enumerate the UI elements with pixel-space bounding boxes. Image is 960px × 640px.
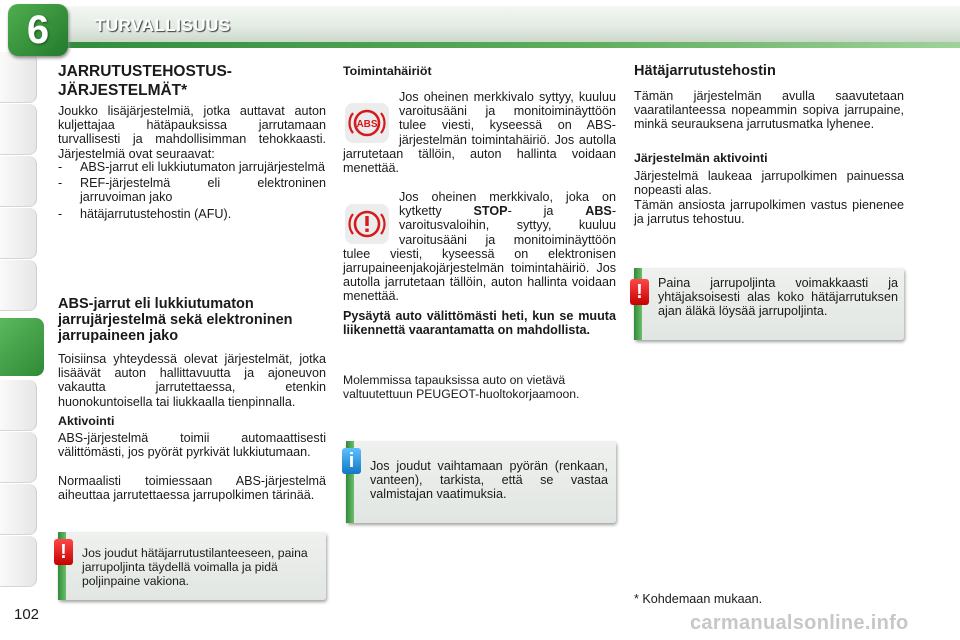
list-item: - hätäjarrutustehostin (AFU). <box>58 207 326 221</box>
side-tab[interactable] <box>0 52 37 103</box>
stop-label: STOP <box>473 204 508 219</box>
section-title-line: JÄRJESTELMÄT* <box>58 82 188 99</box>
warning-icon: ! <box>54 539 73 565</box>
abs-section-title: ABS-jarrut eli lukkiutumaton jarrujärjestelmä sekä elektroninen jarrupaineen jako <box>58 296 293 344</box>
info-note <box>346 441 616 523</box>
intro-paragraph: Joukko lisäjärjestelmiä, jotka auttavat auton kuljettajaa hätäpauksissa jarrutamaan turvallisesti ja mahdollisimman tehokkaasti. Järjestelmiä ovat seuraavat: <box>58 104 326 161</box>
list-item: - ABS-jarrut eli lukkiutumaton jarrujärjestelmä <box>58 160 326 174</box>
workshop-paragraph: Molemmissa tapauksissa auto on vietävä valtuutettuun PEUGEOT-huoltokorjaamoon. <box>343 373 580 402</box>
afu-title: Hätäjarrutustehostin <box>634 63 776 79</box>
warning-note-text: Paina jarrupoljinta voimakkaasti ja yhtäjaksoisesti alas koko hätäjarrutuksen ajan äläkä löysää jarrupoljinta. <box>658 276 898 319</box>
abs-icon-label: ABS <box>356 119 378 130</box>
afu-intro: Tämän järjestelmän avulla saavutetaan vaaratilanteessa nopeammin sopiva jarrupaine, minkä seurauksena jarrutusmatka lyhenee. <box>634 89 904 132</box>
side-tab[interactable] <box>0 156 37 207</box>
list-item: - REF-järjestelmä eli elektroninen jarruvoiman jako <box>58 176 326 204</box>
watermark: carmanualsonline.info <box>690 612 909 634</box>
side-tab[interactable] <box>0 380 37 431</box>
faults-heading: Toimintahäiriöt <box>343 64 432 78</box>
system-list <box>58 160 326 221</box>
warning-note <box>58 532 326 600</box>
warning-icon: ! <box>630 279 649 305</box>
section-title-line: JARRUTUSTEHOSTUS- <box>58 63 232 80</box>
fault-paragraph-2 <box>343 190 616 304</box>
fault-text-2a: Jos oheinen merkkivalo, joka on kytketty <box>399 190 616 219</box>
afu-activation-text: Tämän ansiosta jarrupolkimen vastus pienenee ja jarrutus tehostuu. <box>634 198 904 227</box>
side-tab[interactable] <box>0 484 37 535</box>
afu-activation-heading: Järjestelmän aktivointi <box>634 151 768 165</box>
abs-label: ABS <box>585 204 612 219</box>
fault-text-2b: - ja <box>507 204 586 219</box>
side-tab[interactable] <box>0 260 37 311</box>
warning-note <box>634 268 904 340</box>
info-icon: i <box>342 448 361 474</box>
icon-spacer <box>343 190 399 246</box>
afu-activation-text: Järjestelmä laukeaa jarrupolkimen painuessa nopeasti alas. <box>634 169 904 198</box>
section-title <box>58 62 328 100</box>
activation-paragraph: ABS-järjestelmä toimii automaattisesti välittömästi, jos pyörät pyrkivät lukkiutumaan. <box>58 431 326 460</box>
side-tab[interactable] <box>0 208 37 259</box>
footnote: * Kohdemaan mukaan. <box>634 592 763 606</box>
activation-heading: Aktivointi <box>58 414 115 428</box>
side-tab[interactable] <box>0 432 37 483</box>
info-note-text: Jos joudut vaihtamaan pyörän (renkaan, vanteen), tarkista, että se vastaa valmistajan vaatimuksia. <box>370 459 608 502</box>
side-tab-active[interactable] <box>0 318 44 376</box>
page-number: 102 <box>14 606 40 623</box>
fault-paragraph-1 <box>343 90 616 175</box>
activation-paragraph: Normaalisti toimiessaan ABS-järjestelmä aiheuttaa jarrutettaessa jarrupolkimen tärinää. <box>58 474 326 503</box>
icon-spacer <box>343 90 399 146</box>
chapter-number: 6 <box>26 8 50 52</box>
side-tab[interactable] <box>0 536 37 587</box>
header-rule <box>40 42 960 48</box>
side-tab[interactable] <box>0 104 37 155</box>
warning-note-text: Jos joudut hätäjarrutustilanteeseen, paina jarrupoljinta täydellä voimalla ja pidä poljinpaine vakiona. <box>82 546 308 589</box>
chapter-title: TURVALLISUUS <box>95 16 231 35</box>
fault-text-2c: -varoitusvaloihin, syttyy, kuuluu varoitusääni ja monitoiminäyttöön tulee viesti, kyseessä on elektronisen jarrupaineenjakojärjestelmän toimintahäiriö. Jos autolla jarrutetaan tällöin, auton hallinta voidaan menettää. <box>343 204 617 304</box>
stop-instruction: Pysäytä auto välittömästi heti, kun se muuta liikennettä vaarantamatta on mahdollista. <box>343 309 616 338</box>
fault-text-1: Jos oheinen merkkivalo syttyy, kuuluu varoitusääni ja monitoiminäyttöön tulee viesti, kyseessä on ABS-järjestelmän toimintahäiriö. Jos autolla jarrutetaan tällöin, auton hallinta voidaan menettää. <box>343 90 616 176</box>
abs-paragraph: Toisiinsa yhteydessä olevat järjestelmät, jotka lisäävät auton hallittavuutta ja ajoneuvon vakautta jarrutettaessa, etenkin huonokuntoisella tai liukkaalla tienpinnalla. <box>58 352 326 409</box>
